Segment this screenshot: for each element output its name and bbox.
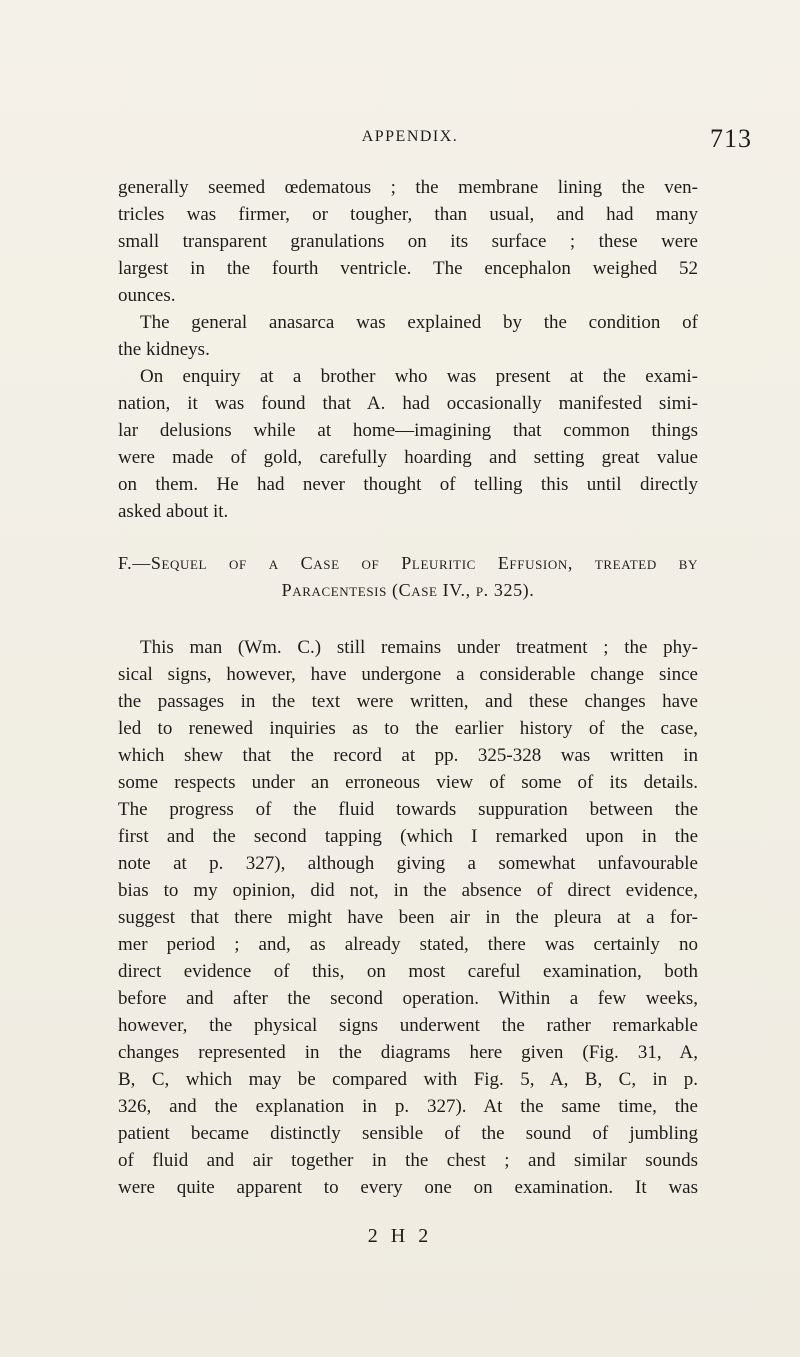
paragraph-enquiry xyxy=(118,363,698,525)
text-line: the passages in the text were written, and these changes have xyxy=(118,691,698,712)
text-line: the kidneys. xyxy=(118,339,210,360)
section-heading xyxy=(118,550,698,604)
text-line: The general anasarca was explained by the condition of xyxy=(140,312,698,333)
text-line: sical signs, however, have undergone a considerable change since xyxy=(118,664,698,685)
text-line: on them. He had never thought of telling this until directly xyxy=(118,474,698,495)
text-line: On enquiry at a brother who was present at the exami- xyxy=(140,366,698,387)
paragraph-anasarca xyxy=(118,309,698,363)
section-heading-line-2: Paracentesis (Case IV., p. 325). xyxy=(281,580,535,600)
text-line: tricles was firmer, or tougher, than usual, and had many xyxy=(118,204,698,225)
text-line: of fluid and air together in the chest ; and similar sounds xyxy=(118,1150,698,1171)
text-line: led to renewed inquiries as to the earlier history of the case, xyxy=(118,718,698,739)
text-line: suggest that there might have been air in the pleura at a for- xyxy=(118,907,698,928)
section-heading-line-1: F.—Sequel of a Case of Pleuritic Effusion, treated by xyxy=(118,553,698,573)
text-line: were made of gold, carefully hoarding and setting great value xyxy=(118,447,698,468)
text-line: bias to my opinion, did not, in the absence of direct evidence, xyxy=(118,880,698,901)
page-number: 713 xyxy=(710,124,752,153)
text-line: nation, it was found that A. had occasionally manifested simi- xyxy=(118,393,698,414)
text-line: This man (Wm. C.) still remains under treatment ; the phy- xyxy=(140,637,698,658)
page-header xyxy=(60,124,760,156)
text-line: small transparent granulations on its surface ; these were xyxy=(118,231,698,252)
text-line: before and after the second operation. Within a few weeks, xyxy=(118,988,698,1009)
text-line: lar delusions while at home—imagining that common things xyxy=(118,420,698,441)
text-line: 326, and the explanation in p. 327). At the same time, the xyxy=(118,1096,698,1117)
text-line: generally seemed œdematous ; the membrane lining the ven- xyxy=(118,177,698,198)
text-line: The progress of the fluid towards suppuration between the xyxy=(118,799,698,820)
text-line: changes represented in the diagrams here given (Fig. 31, A, xyxy=(118,1042,698,1063)
text-line: some respects under an erroneous view of some of its details. xyxy=(118,772,698,793)
text-line: first and the second tapping (which I remarked upon in the xyxy=(118,826,698,847)
text-line: note at p. 327), although giving a somewhat unfavourable xyxy=(118,853,698,874)
text-line: mer period ; and, as already stated, there was certainly no xyxy=(118,934,698,955)
running-title: APPENDIX. xyxy=(361,128,459,145)
text-line: asked about it. xyxy=(118,501,229,522)
text-line: B, C, which may be compared with Fig. 5, A, B, C, in p. xyxy=(118,1069,698,1090)
text-line: which shew that the record at pp. 325-328 was written in xyxy=(118,745,698,766)
text-line: direct evidence of this, on most careful examination, both xyxy=(118,961,698,982)
paragraph-brain-findings xyxy=(118,174,698,309)
text-line: ounces. xyxy=(118,285,176,306)
text-line: patient became distinctly sensible of the sound of jumbling xyxy=(118,1123,698,1144)
text-line: however, the physical signs underwent the rather remarkable xyxy=(118,1015,698,1036)
text-line: largest in the fourth ventricle. The encephalon weighed 52 xyxy=(118,258,698,279)
paragraph-case-sequel xyxy=(118,634,698,1201)
printer-signature-mark: 2 H 2 xyxy=(367,1225,433,1247)
text-line: were quite apparent to every one on examination. It was xyxy=(118,1177,698,1198)
